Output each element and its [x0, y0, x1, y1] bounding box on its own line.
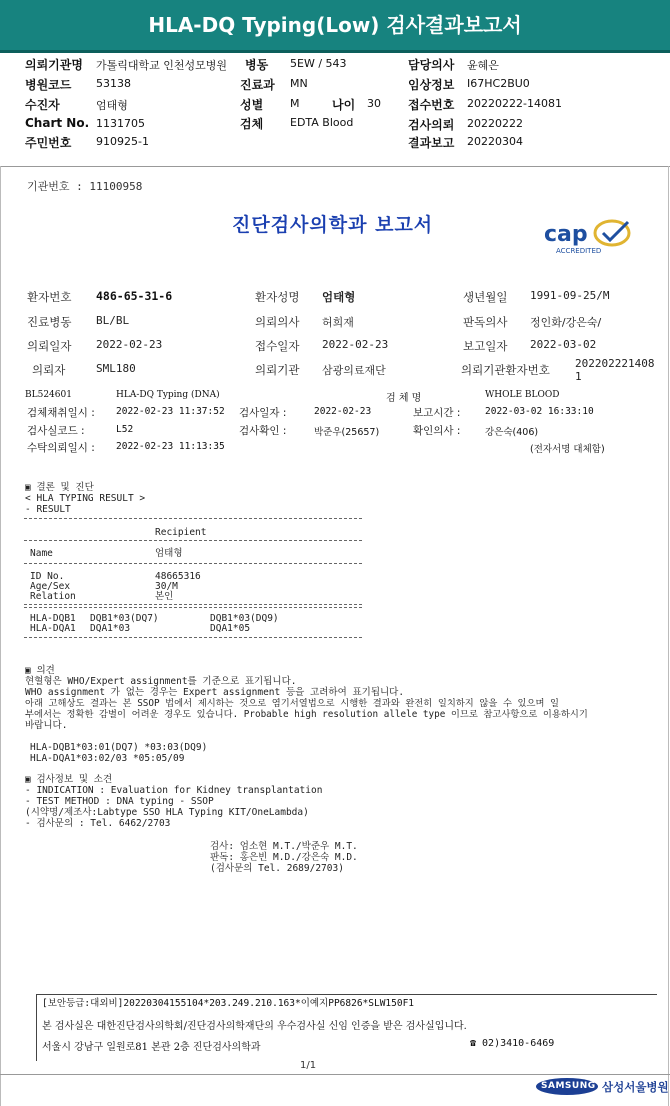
info-line: - TEST METHOD : DNA typing - SSOP	[25, 796, 214, 807]
samsung-wordmark: SAMSUNG	[541, 1081, 596, 1091]
value-patient-no: 486-65-31-6	[96, 289, 173, 303]
recipient-header: Recipient	[155, 527, 207, 538]
value-dqb1-allele-2: DQB1*03(DQ9)	[210, 613, 279, 624]
label-sex: 성별	[240, 98, 264, 112]
value-sex: M	[290, 97, 300, 110]
label-receipt-date: 접수일자	[255, 339, 300, 353]
value-report-time: 2022-03-02 16:33:10	[485, 406, 594, 417]
label-specimen: 검체	[240, 117, 264, 131]
value-dqb1-allele-1: DQB1*03(DQ7)	[90, 613, 159, 624]
value-institution-patient-no-suffix: 1	[575, 370, 582, 383]
label-examinee: 수진자	[25, 98, 60, 112]
value-result-report: 20220304	[467, 135, 523, 148]
label-institution-patient-no: 의뢰기관환자번호	[461, 363, 550, 377]
lab-phone: ☎ 02)3410-6469	[470, 1038, 555, 1049]
opinion-line: WHO assignment 가 없는 경우는 Expert assignment 등을 고려하여 표기됩니다.	[25, 687, 405, 698]
label-id-no: ID No.	[30, 571, 65, 582]
label-result-report: 결과보고	[408, 136, 455, 150]
value-reading-doctor: 정인화/강은숙/	[530, 316, 602, 329]
page-divider	[0, 1074, 670, 1075]
value-request-institution: 삼광의료재단	[322, 364, 386, 377]
label-request-institution: 의뢰기관	[255, 363, 300, 377]
value-patient-name: 엄태형	[322, 290, 356, 304]
result-heading: ▣ 결론 및 진단	[25, 482, 94, 493]
value-specimen: EDTA Blood	[290, 116, 354, 129]
label-test-request: 검사의뢰	[408, 118, 455, 132]
value-specimen-name: WHOLE BLOOD	[485, 390, 560, 400]
value-requesting-institution: 가톨릭대학교 인천성모병원	[96, 59, 228, 72]
value-resident-no: 910925-1	[96, 135, 149, 148]
label-requesting-institution: 의뢰기관명	[25, 58, 83, 72]
value-name: 엄태형	[155, 548, 183, 559]
value-dqa1-allele-1: DQA1*03	[90, 623, 131, 634]
result-subheading: < HLA TYPING RESULT >	[25, 493, 146, 504]
value-chart-no: 1131705	[96, 117, 145, 130]
cap-logo-text: cap	[544, 222, 588, 247]
opinion-line: 현혈형은 WHO/Expert assignment를 기준으로 표기됩니다.	[25, 676, 297, 687]
label-receipt-no: 접수번호	[408, 98, 455, 112]
value-relation: 본인	[155, 591, 174, 602]
label-birthdate: 생년월일	[463, 290, 508, 304]
label-ward-dept: 진료병동	[27, 315, 72, 329]
test-code: BL524601	[25, 390, 72, 400]
label-dqa1: HLA-DQA1	[30, 623, 76, 634]
label-department: 진료과	[240, 78, 275, 92]
report-title-bar	[0, 0, 670, 50]
high-res-dqa1: HLA-DQA1*03:02/03 *05:05/09	[30, 753, 185, 764]
value-report-date: 2022-03-02	[530, 338, 597, 351]
value-age-sex: 30/M	[155, 581, 178, 592]
cap-accredited-logo	[540, 216, 632, 262]
header-divider	[0, 166, 670, 167]
info-line: - 검사문의 : Tel. 6462/2703	[25, 818, 171, 829]
label-specimen-name: 검 체 명	[386, 393, 422, 404]
label-consign-time: 수탁의뢰일시 :	[27, 442, 95, 454]
info-heading: ▣ 검사정보 및 소견	[25, 774, 113, 785]
label-chart-no: Chart No.	[25, 116, 90, 130]
value-clinical-info: I67HC2BU0	[467, 77, 530, 90]
label-confirm-doctor: 확인의사 :	[413, 425, 461, 437]
label-attending-doctor: 담당의사	[408, 58, 455, 72]
value-ward: 5EW / 543	[290, 57, 347, 70]
security-line: [보안등급:대외비]20220304155104*203.249.210.163*이예지PP6826*SLW150F1	[42, 998, 415, 1009]
value-birthdate: 1991-09-25/M	[530, 289, 610, 302]
label-lab-code: 검사실코드 :	[27, 425, 85, 437]
document-right-border	[668, 166, 669, 1106]
value-receipt-no: 20220222-14081	[467, 97, 562, 110]
label-patient-no: 환자번호	[27, 290, 72, 304]
label-age: 나이	[332, 98, 356, 112]
value-request-date: 2022-02-23	[96, 338, 163, 351]
label-ward: 병동	[245, 58, 269, 72]
divider	[24, 607, 362, 608]
label-requester: 의뢰자	[32, 363, 66, 377]
high-res-dqb1: HLA-DQB1*03:01(DQ7) *03:03(DQ9)	[30, 742, 208, 753]
value-test-request: 20220222	[467, 117, 523, 130]
samsung-hospital-logo	[536, 1076, 669, 1098]
cap-logo-sub: ACCREDITED	[556, 247, 602, 255]
title-underline	[0, 50, 670, 53]
opinion-line: 부에서는 정확한 감별이 어려운 경우도 있습니다. Probable high resolution allele type 이므로 참고사항으로 이용하시기	[25, 709, 588, 720]
institution-number: 기관번호 : 11100958	[27, 180, 143, 193]
signer-line: 판독: 홍은빈 M.D./강은숙 M.D.	[210, 852, 358, 863]
label-collection-time: 검체채취일시 :	[27, 407, 95, 419]
page-title: HLA-DQ Typing(Low) 검사결과보고서	[148, 13, 522, 37]
value-requester: SML180	[96, 362, 136, 375]
divider	[24, 604, 362, 605]
label-test-date: 검사일자 :	[239, 407, 287, 419]
certification-note: 본 검사실은 대한진단검사의학회/진단검사의학재단의 우수검사실 신임 인증을 받은 검사실입니다.	[42, 1021, 467, 1032]
opinion-heading: ▣ 의견	[25, 665, 55, 676]
divider	[24, 540, 362, 541]
value-hospital-code: 53138	[96, 77, 131, 90]
signer-line: (검사문의 Tel. 2689/2703)	[210, 863, 344, 874]
value-institution-patient-no: 202202221408	[575, 357, 655, 370]
divider	[24, 637, 362, 638]
value-consign-time: 2022-02-23 11:13:35	[116, 441, 225, 452]
value-confirm-doctor: 강은숙(406)	[485, 427, 539, 438]
result-subheading-2: - RESULT	[25, 504, 71, 515]
label-age-sex: Age/Sex	[30, 581, 71, 592]
label-name: Name	[30, 548, 53, 559]
info-line: - INDICATION : Evaluation for Kidney transplantation	[25, 785, 323, 796]
label-report-date: 보고일자	[463, 339, 508, 353]
hospital-name: 삼성서울병원	[602, 1080, 669, 1094]
label-report-time: 보고시간 :	[413, 407, 461, 419]
opinion-line: 바랍니다.	[25, 720, 68, 731]
label-test-confirm: 검사확인 :	[239, 425, 287, 437]
value-lab-code: L52	[116, 424, 134, 435]
value-attending-doctor: 윤혜은	[467, 59, 499, 72]
value-dqa1-allele-2: DQA1*05	[210, 623, 251, 634]
lab-report-title: 진단검사의학과 보고서	[232, 214, 434, 236]
value-receipt-date: 2022-02-23	[322, 338, 389, 351]
label-clinical-info: 임상정보	[408, 78, 455, 92]
electronic-signature-note: (전자서명 대체함)	[530, 444, 605, 455]
value-requesting-doctor: 허희재	[322, 316, 354, 329]
document-left-border	[0, 166, 1, 1106]
page-number: 1/1	[300, 1060, 317, 1071]
label-patient-name: 환자성명	[255, 290, 300, 304]
value-age: 30	[367, 97, 381, 110]
signer-line: 검사: 엄소현 M.T./박준우 M.T.	[210, 841, 358, 852]
value-examinee: 엄태형	[96, 99, 128, 112]
opinion-line: 아래 고해상도 결과는 본 SSOP 법에서 제시하는 것으로 염기서열법으로 시행한 결과와 완전히 일치하지 않을 수 있으며 일	[25, 698, 560, 709]
value-test-confirm: 박준우(25657)	[314, 427, 380, 438]
label-requesting-doctor: 의뢰의사	[255, 315, 300, 329]
label-resident-no: 주민번호	[25, 136, 72, 150]
lab-address: 서울시 강남구 일원로81 본관 2층 진단검사의학과	[42, 1042, 261, 1053]
value-ward-dept: BL/BL	[96, 314, 130, 327]
value-test-date: 2022-02-23	[314, 406, 372, 417]
label-hospital-code: 병원코드	[25, 78, 72, 92]
value-collection-time: 2022-02-23 11:37:52	[116, 406, 225, 417]
label-reading-doctor: 판독의사	[463, 315, 508, 329]
label-request-date: 의뢰일자	[27, 339, 72, 353]
test-name: HLA-DQ Typing (DNA)	[116, 390, 220, 400]
info-line: (시약명/제조사:Labtype SSO HLA Typing KIT/OneLambda)	[25, 807, 309, 818]
divider	[24, 518, 362, 519]
label-dqb1: HLA-DQB1	[30, 613, 76, 624]
value-id-no: 48665316	[155, 571, 201, 582]
value-department: MN	[290, 77, 308, 90]
divider	[24, 563, 362, 564]
label-relation: Relation	[30, 591, 76, 602]
